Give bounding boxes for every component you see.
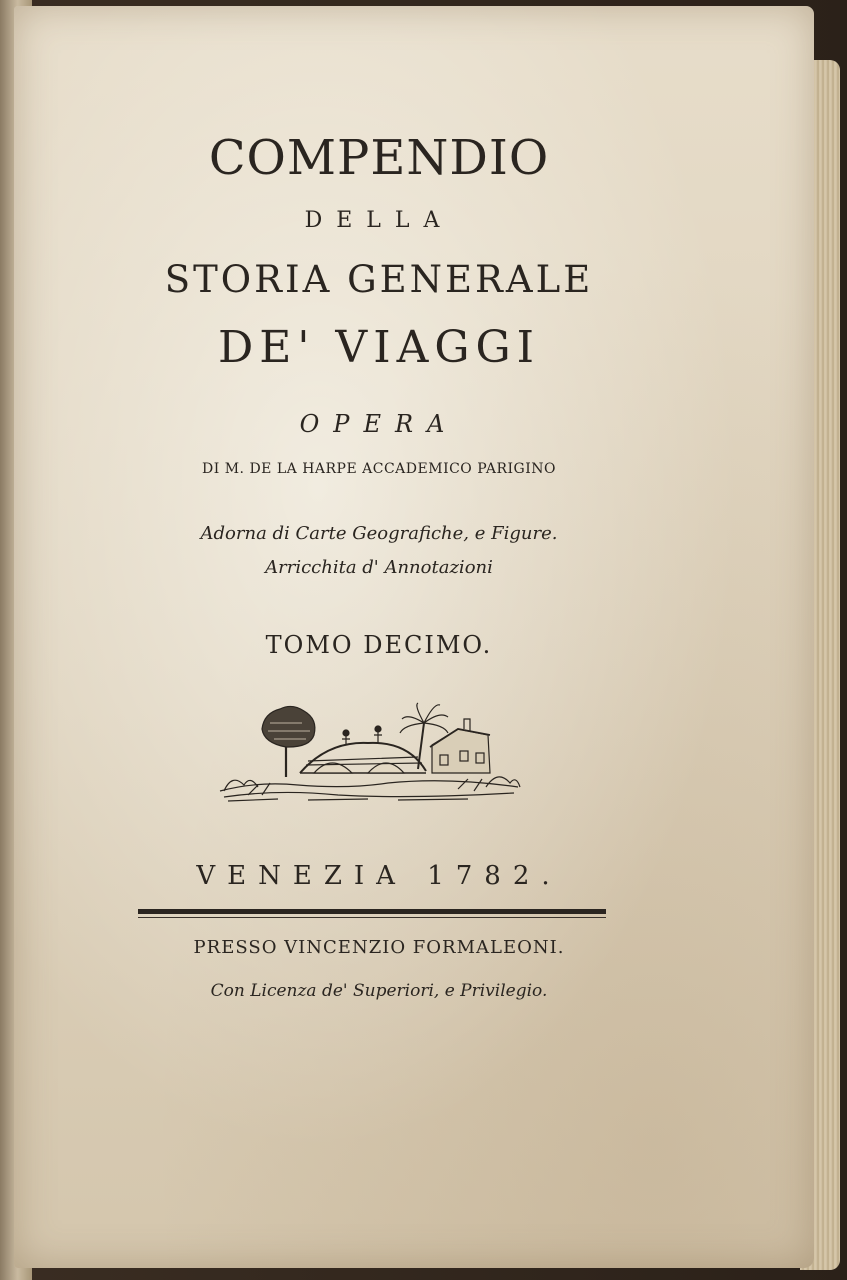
divider-rule-thin [138,917,606,918]
title-viaggi: DE' VIAGGI [217,322,541,373]
place-and-year: VENEZIA 1782. [196,861,562,891]
publisher-line: PRESSO VINCENZIO FORMALEONI. [193,937,565,958]
volume-number: TOMO DECIMO. [265,631,493,659]
title-della: DELLA [304,208,454,233]
opera-label: OPERA [299,410,459,438]
arricchita-line: Arricchita d' Annotazioni [265,557,493,578]
title-page [14,6,814,1268]
adorna-line: Adorna di Carte Geografiche, e Figure. [200,523,558,544]
author-line: DI M. DE LA HARPE ACCADEMICO PARIGINO [202,461,556,477]
divider-rule [138,909,606,914]
title-storia-generale: STORIA GENERALE [164,258,594,301]
woodcut-bridge-landscape-icon [218,699,524,807]
book-title: COMPENDIO [208,130,550,186]
license-line: Con Licenza de' Superiori, e Privilegio. [210,981,548,1001]
